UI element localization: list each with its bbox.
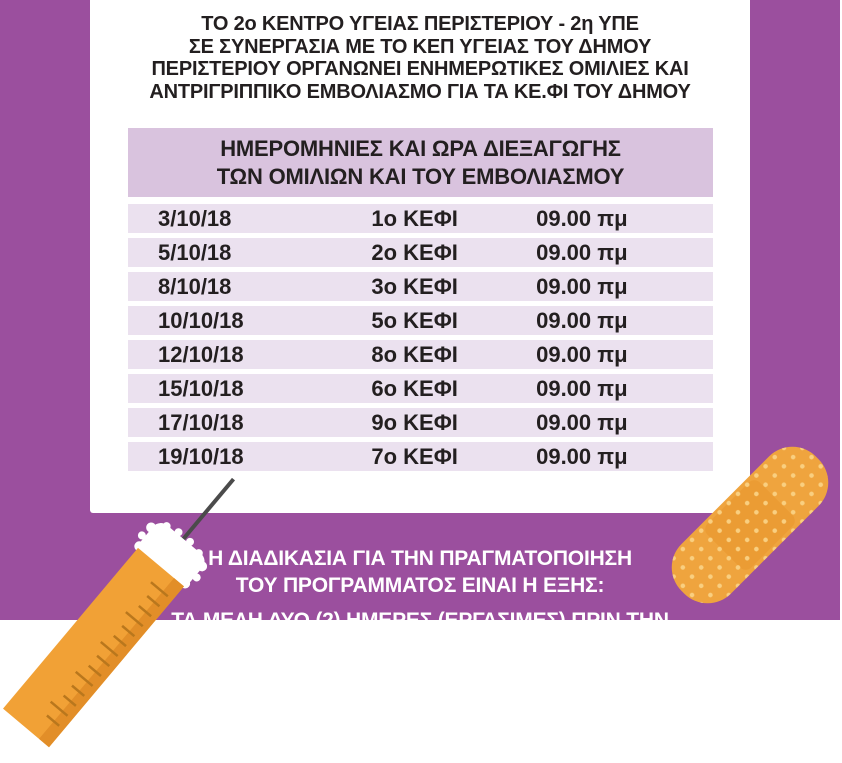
table-row: [128, 340, 713, 369]
row-time: 09.00 πμ: [536, 341, 628, 367]
headline: [90, 0, 750, 103]
row-date: 15/10/18: [158, 375, 244, 401]
table-row: [128, 374, 713, 403]
table-row: [128, 442, 713, 471]
footer-line-1: Η ΔΙΑΔΙΚΑΣΙΑ ΓΙΑ ΤΗΝ ΠΡΑΓΜΑΤΟΠΟΙΗΣΗ: [208, 547, 632, 570]
announcement-card: [90, 0, 750, 513]
schedule-header-line-1: ΗΜΕΡΟΜΗΝΙΕΣ ΚΑΙ ΩΡΑ ΔΙΕΞΑΓΩΓΗΣ: [220, 135, 621, 161]
row-time: 09.00 πμ: [536, 307, 628, 333]
row-date: 17/10/18: [158, 409, 244, 435]
row-location: 6ο ΚΕΦΙ: [371, 375, 458, 401]
schedule-table: [128, 128, 713, 476]
row-time: 09.00 πμ: [536, 409, 628, 435]
row-time: 09.00 πμ: [536, 443, 628, 469]
footer-cutoff-line: ΤΑ ΜΕΛΗ ΔΥΟ (2) ΗΜΕΡΕΣ (ΕΡΓΑΣΙΜΕΣ) ΠΡΙΝ ΤΗΝ: [171, 609, 669, 632]
row-time: 09.00 πμ: [536, 273, 628, 299]
headline-line-4: ΑΝΤΡΙΓΡΙΠΠΙΚΟ ΕΜΒΟΛΙΑΣΜΟ ΓΙΑ ΤΑ ΚΕ.ΦΙ ΤΟΥ ΔΗΜΟΥ: [149, 80, 691, 103]
headline-line-2: ΣΕ ΣΥΝΕΡΓΑΣΙΑ ΜΕ ΤΟ ΚΕΠ ΥΓΕΙΑΣ ΤΟΥ ΔΗΜΟΥ: [188, 35, 652, 58]
row-date: 12/10/18: [158, 341, 244, 367]
schedule-table-header: [128, 128, 713, 197]
row-location: 5ο ΚΕΦΙ: [371, 307, 458, 333]
headline-line-3: ΠΕΡΙΣΤΕΡΙΟΥ ΟΡΓΑΝΩΝΕΙ ΕΝΗΜΕΡΩΤΙΚΕΣ ΟΜΙΛΙΕΣ ΚΑΙ: [151, 58, 689, 80]
row-time: 09.00 πμ: [536, 205, 628, 231]
headline-line-1: ΤΟ 2ο ΚΕΝΤΡΟ ΥΓΕΙΑΣ ΠΕΡΙΣΤΕΡΙΟΥ - 2η ΥΠΕ: [201, 13, 639, 35]
table-row: [128, 238, 713, 267]
row-location: 7ο ΚΕΦΙ: [371, 443, 458, 469]
row-date: 3/10/18: [158, 205, 232, 231]
schedule-rows: [128, 204, 713, 471]
row-date: 10/10/18: [158, 307, 244, 333]
row-location: 9ο ΚΕΦΙ: [371, 409, 458, 435]
row-date: 5/10/18: [158, 239, 232, 265]
row-location: 3ο ΚΕΦΙ: [371, 273, 458, 299]
footer-line-2: ΤΟΥ ΠΡΟΓΡΑΜΜΑΤΟΣ ΕΙΝΑΙ Η ΕΞΗΣ:: [235, 574, 605, 597]
schedule-header-line-2: ΤΩΝ ΟΜΙΛΙΩΝ ΚΑΙ ΤΟΥ ΕΜΒΟΛΙΑΣΜΟΥ: [216, 163, 625, 189]
row-date: 8/10/18: [158, 273, 232, 299]
row-location: 2ο ΚΕΦΙ: [371, 239, 458, 265]
table-row: [128, 272, 713, 301]
row-time: 09.00 πμ: [536, 375, 628, 401]
table-row: [128, 204, 713, 233]
syringe-needle: [178, 478, 235, 545]
row-location: 1ο ΚΕΦΙ: [371, 205, 458, 231]
row-time: 09.00 πμ: [536, 239, 628, 265]
table-row: [128, 408, 713, 437]
row-location: 8ο ΚΕΦΙ: [371, 341, 458, 367]
row-date: 19/10/18: [158, 443, 244, 469]
table-row: [128, 306, 713, 335]
